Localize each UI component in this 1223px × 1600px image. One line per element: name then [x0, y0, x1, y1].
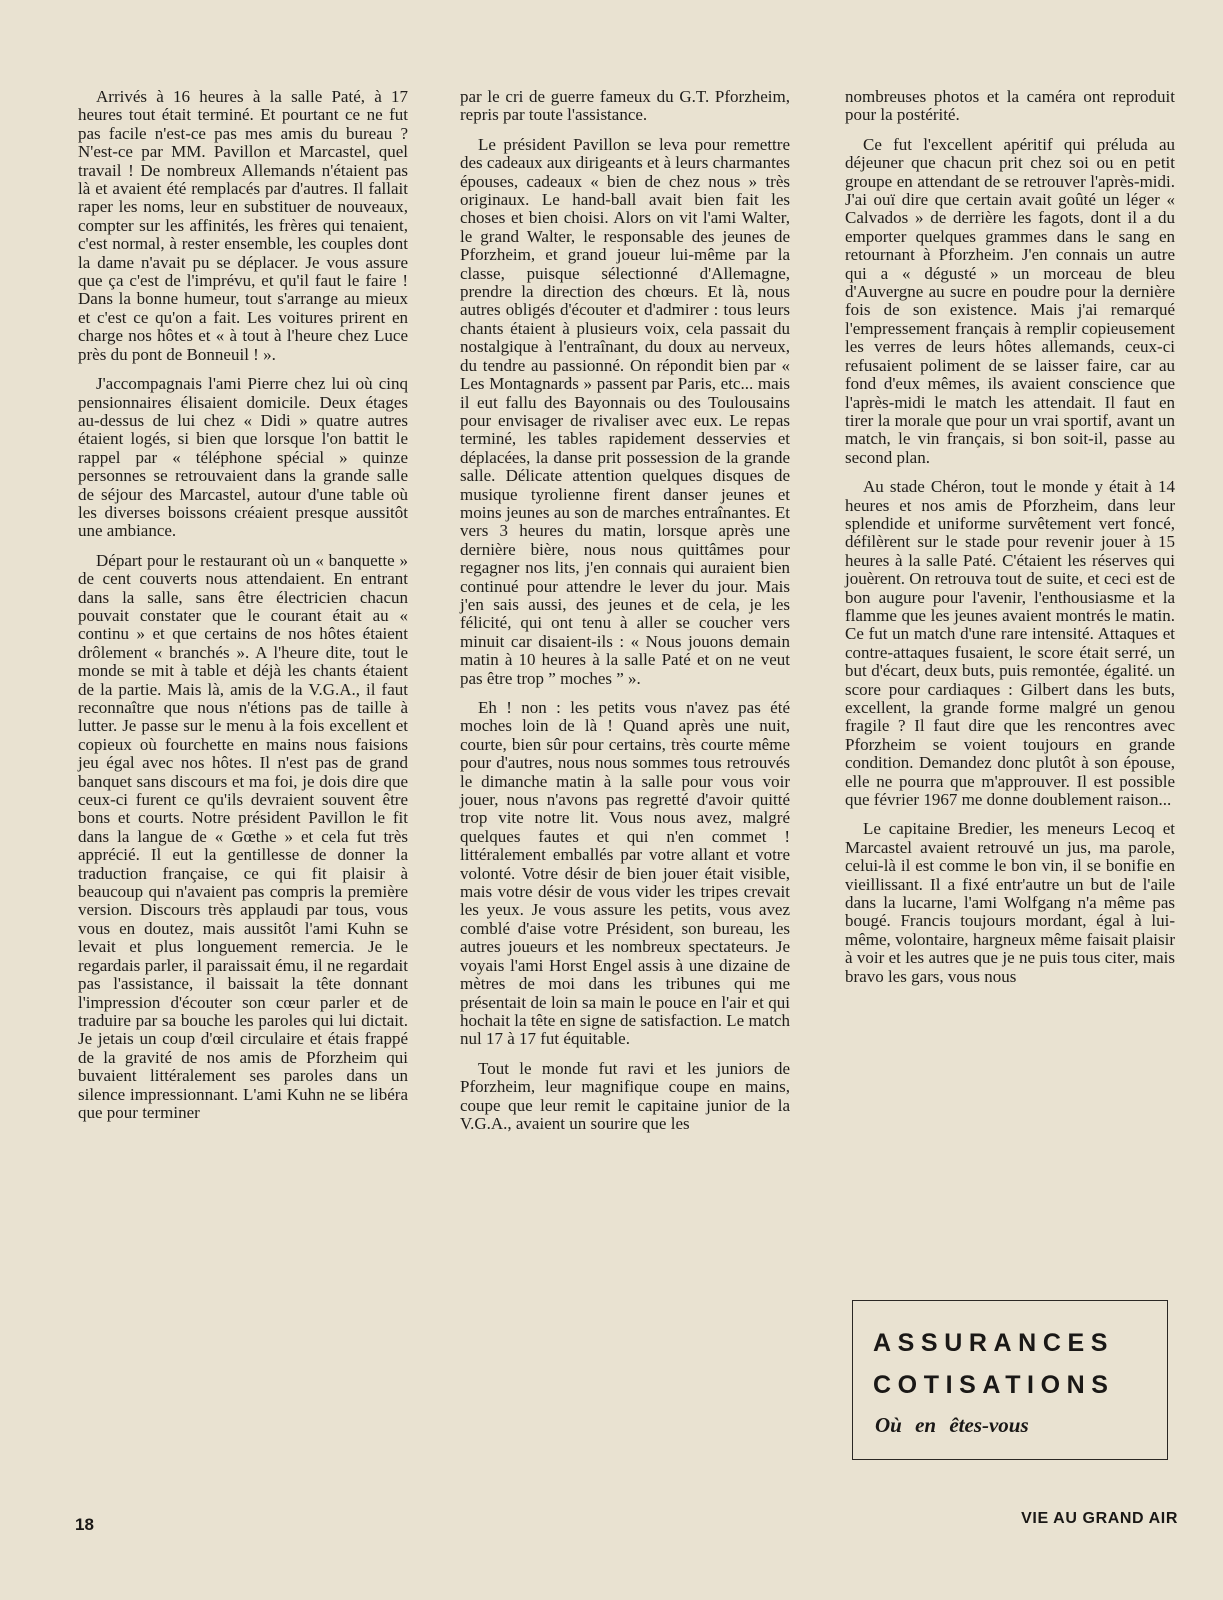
paragraph: par le cri de guerre fameux du G.T. Pforzheim, repris par toute l'assistance.	[460, 87, 790, 125]
insurance-ad-box	[852, 1300, 1168, 1460]
ad-headline-cotisations: COTISATIONS	[873, 1371, 1115, 1399]
paragraph: Ce fut l'excellent apéritif qui préluda au déjeuner que chacun prit chez soi ou en petit groupe en attendant de se retrouver l'après-midi. J'ai ouï dire que certain avait goûté un léger « Calvados » de derrière les fagots, dont il a du emporter quelques grammes dans le sang en retournant à Pforzheim. J'en connais un autre qui a « dégusté » un morceau de bleu d'Auvergne au sucre en poudre pour la dernière fois de son existence. Mais j'ai remarqué l'empressement français à remplir copieusement les verres de leurs hôtes allemands, ceux-ci refusaient poliment de se laisser faire, car au fond d'eux mêmes, ils avaient conscience que l'après-midi le match les attendait. Il faut en tirer la morale que pour un vrai sportif, avant un match, le vin français, si bon soit-il, passe au second plan.	[845, 134, 1175, 467]
paragraph: Tout le monde fut ravi et les juniors de Pforzheim, leur magnifique coupe en mains, coupe que leur remit le capitaine junior de la V.G.A., avaient un sourire que les	[460, 1058, 790, 1133]
paragraph: Arrivés à 16 heures à la salle Paté, à 17 heures tout était terminé. Et pourtant ce ne fut pas facile n'est-ce pas mes amis du bureau ? N'est-ce par MM. Pavillon et Marcastel, quel travail ! De nombreux Allemands n'étaient pas là et avaient été remplacés par d'autres. Il fallait raper les noms, leur en substituer de nouveaux, compter sur les affinités, les frères qui tenaient, c'est normal, à rester ensemble, les couples dont la dame n'avait pu se déplacer. Je vous assure que ça c'est de l'imprévu, et qu'il faut le faire ! Dans la bonne humeur, tout s'arrange au mieux et c'est ce qu'on a fait. Les voitures prirent en charge nos hôtes et « à tout à l'heure chez Luce près du pont de Bonneuil ! ».	[78, 87, 408, 364]
article-column-2	[460, 88, 790, 1144]
paragraph: Eh ! non : les petits vous n'avez pas été moches loin de là ! Quand après une nuit, courte, bien sûr pour certains, très courte même pour d'autres, nous nous sommes tous retrouvés le dimanche matin à la salle pour vous voir jouer, nous n'avons pas regretté d'avoir quitté trop vite notre lit. Vous nous avez, malgré quelques fautes et qui n'en commet ! littéralement emballés par votre allant et votre volonté. Votre désir de bien jouer était visible, mais votre désir de vous vider les tripes crevait les yeux. Je vous assure les petits, vous avez comblé d'aise votre Président, son bureau, les autres joueurs et les nombreux spectateurs. Je voyais l'ami Horst Engel assis à une dizaine de mètres de moi dans les tribunes qui me présentait de loin sa main le pouce en l'air et qui hochait la tête en signe de satisfaction. Le match nul 17 à 17 fut équitable.	[460, 698, 790, 1049]
page-number: 18	[75, 1515, 94, 1534]
magazine-title: VIE AU GRAND AIR	[1021, 1510, 1178, 1527]
article-column-1	[78, 88, 408, 1133]
paragraph: nombreuses photos et la caméra ont reproduit pour la postérité.	[845, 87, 1175, 125]
article-column-3	[845, 88, 1175, 997]
paragraph: Au stade Chéron, tout le monde y était à 14 heures et nos amis de Pforzheim, dans leur splendide et uniforme survêtement vert foncé, défilèrent sur le stade pour revenir jouer à 15 heures à la salle Paté. C'étaient les réserves qui jouèrent. On retrouva tout de suite, et ceci est de bon augure pour l'avenir, l'enthousiasme et la flamme que les jeunes avaient montrés le matin. Ce fut un match d'une rare intensité. Attaques et contre-attaques fusaient, le score était serré, un but d'écart, deux buts, puis remontée, égalité. un score pour cardiaques : Gilbert dans les buts, excellent, la grande forme malgré un genou fragile ? Il faut dire que les rencontres avec Pforzheim se voient toujours en grande condition. Demandez donc plutôt à son épouse, elle ne pourra que m'approuver. Il est possible que février 1967 me donne doublement raison...	[845, 477, 1175, 810]
paragraph: J'accompagnais l'ami Pierre chez lui où cinq pensionnaires élisaient domicile. Deux étages au-dessus de lui chez « Didi » quatre autres étaient logés, si bien que lorsque l'on battit le rappel par « téléphone spécial » quinze personnes se retrouvaient dans la grande salle de séjour des Marcastel, autour d'une table où les diverses boissons créaient presque aussitôt une ambiance.	[78, 374, 408, 541]
ad-headline-assurances: ASSURANCES	[873, 1329, 1115, 1357]
paragraph: Départ pour le restaurant où un « banquette » de cent couverts nous attendaient. En entrant dans la salle, sans être électricien chacun pouvait constater que le courant était au « continu » et que certains de nos hôtes étaient drôlement « branchés ». A l'heure dite, tout le monde se mit à table et déjà les chants étaient de la partie. Mais là, amis de la V.G.A., il faut reconnaître que nous n'étions pas de taille à lutter. Je passe sur le menu à la fois excellent et copieux où fourchette en mains nous faisions jeu égal avec nos hôtes. Il n'est pas de grand banquet sans discours et ma foi, je dois dire que ceux-ci furent ce qu'ils devraient souvent être bons et courts. Notre président Pavillon le fit dans la langue de « Gœthe » et cela fut très apprécié. Il eut la gentillesse de donner la traduction française, ce qui fit plaisir à beaucoup qui n'avaient pas compris la première version. Discours très applaudi par tous, vous vous en doutez, mais aussitôt l'ami Kuhn se levait et plus longuement remercia. Je le regardais parler, il paraissait ému, il ne regardait pas l'assistance, il baissait la tête donnant l'impression d'écouter son cœur parler et de traduire par sa bouche les paroles qui lui dictait. Je jetais un coup d'œil circulaire et étais frappé de la gravité de nos amis de Pforzheim qui buvaient littéralement ses paroles dans un silence impressionnant. L'ami Kuhn ne se libéra que pour terminer	[78, 550, 408, 1122]
paragraph: Le président Pavillon se leva pour remettre des cadeaux aux dirigeants et à leurs charmantes épouses, cadeaux « bien de chez nous » très originaux. Le hand-ball avait bien fait les choses et bien choisi. Alors on vit l'ami Walter, le grand Walter, le responsable des jeunes de Pforzheim, et grand joueur lui-même par la classe, puisque sélectionné d'Allemagne, prendre la direction des chœurs. Et là, nous autres obligés d'écouter et d'admirer : tous leurs chants étaient à plusieurs voix, cela passait du nostalgique à l'entraînant, du doux au nerveux, du tendre au passionné. On répondit bien par « Les Montagnards » passent par Paris, etc... mais il eut fallu des Bayonnais ou des Toulousains pour envisager de rivaliser avec eux. Le repas terminé, les tables rapidement desservies et déplacées, la danse prit possession de la grande salle. Délicate attention quelques disques de musique tyrolienne firent danser jeunes et moins jeunes au son de marches entraînantes. Et vers 3 heures du matin, lorsque après une dernière bière, nous nous quittâmes pour regagner nos lits, j'en connais qui auraient bien continué pour attendre le lever du jour. Mais j'en sais aussi, des jeunes et de cela, je les félicité, qui ont tenu à aller se coucher vers minuit car disaient-ils : « Nous jouons demain matin à 10 heures à la salle Paté et on ne veut pas être trop ” moches ” ».	[460, 134, 790, 688]
ad-tagline: Où en êtes-vous	[875, 1413, 1029, 1437]
paragraph: Le capitaine Bredier, les meneurs Lecoq et Marcastel avaient retrouvé un jus, ma parole, celui-là il est comme le bon vin, il se bonifie en vieillissant. Il a fixé entr'autre un but de l'aile dans la lucarne, l'ami Wolfgang n'a même pas bougé. Francis toujours mordant, égal à lui-même, volontaire, hargneux même faisait plaisir à voir et les autres que je ne puis tous citer, mais bravo les gars, vous nous	[845, 819, 1175, 986]
